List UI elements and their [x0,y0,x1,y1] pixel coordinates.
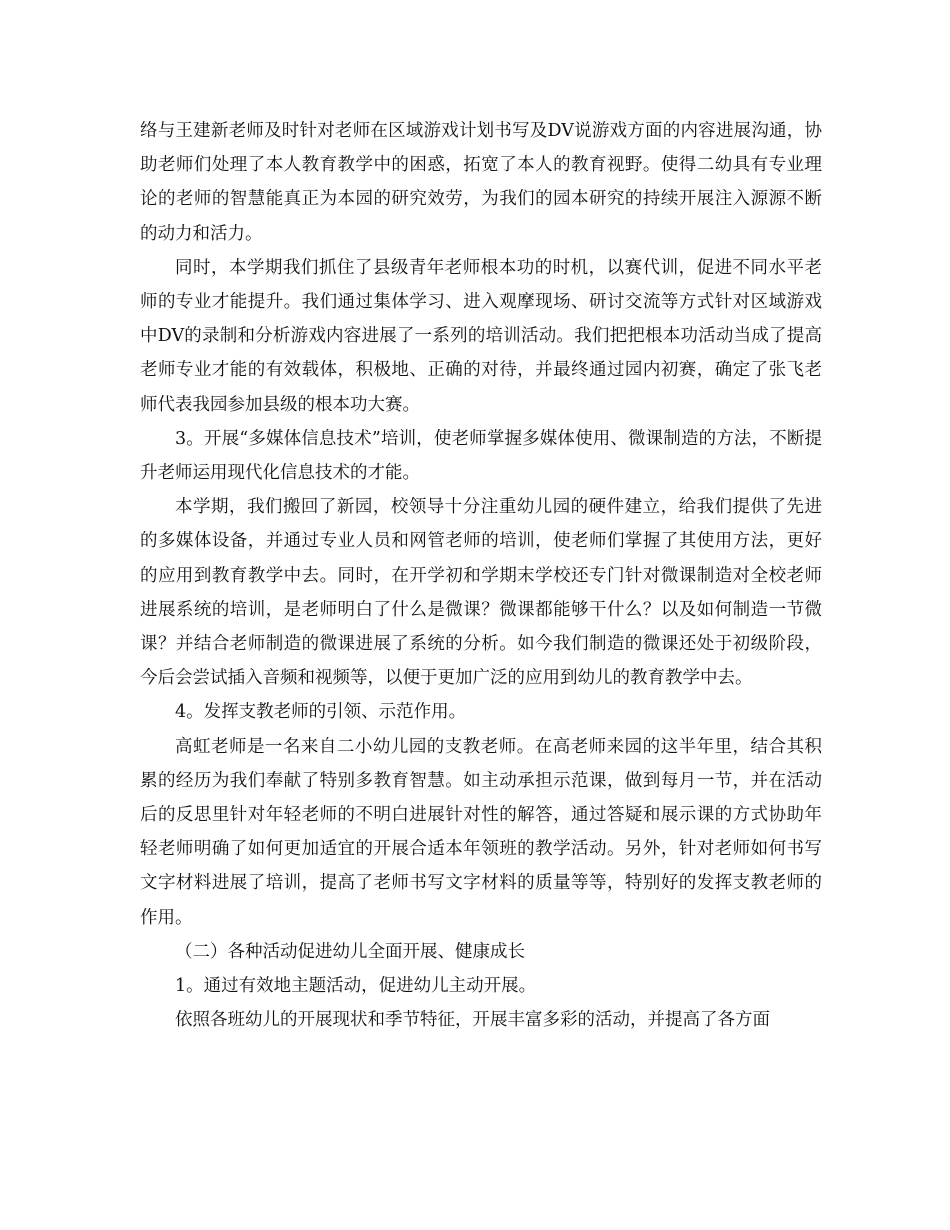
paragraph-continuation: 络与王建新老师及时针对老师在区域游戏计划书写及DV说游戏方面的内容进展沟通，协助老师们处理了本人教育教学中的困惑，拓宽了本人的教育视野。使得二幼具有专业理论的老师的智慧能真正为本园的研究效劳，为我们的园本研究的持续开展注入源源不断的动力和活力。 [140,121,822,244]
section-heading-activities: （二）各种活动促进幼儿全面开展、健康成长 [175,941,525,962]
paragraph-theme-activities: 依照各班幼儿的开展现状和季节特征，开展丰富多彩的活动，并提高了各方面 [175,1010,770,1031]
paragraph-support-teacher: 高虹老师是一名来自二小幼儿园的支教老师。在高老师来园的这半年里，结合其积累的经历为我们奉献了特别多教育智慧。如主动承担示范课，做到每月一节，并在活动后的反思里针对年轻老师的不明白进展针对性的解答，通过答疑和展示课的方式协助年轻老师明确了如何更加适宜的开展合适本年领班的教学活动。另外，针对老师如何书写文字材料进展了培训，提高了老师书写文字材料的质量等等，特别好的发挥支教老师的作用。 [140,736,822,928]
heading-multimedia-training: 3。开展“多媒体信息技术”培训，使老师掌握多媒体使用、微课制造的方法，不断提升老师运用现代化信息技术的才能。 [140,428,822,484]
document-body [140,114,822,1037]
heading-theme-activities: 1。通过有效地主题活动，促进幼儿主动开展。 [175,976,537,997]
heading-support-teacher: 4。发挥支教老师的引领、示范作用。 [175,702,467,723]
paragraph-multimedia-training: 本学期，我们搬回了新园，校领导十分注重幼儿园的硬件建立，给我们提供了先进的多媒体设备，并通过专业人员和网管老师的培训，使老师们掌握了其使用方法，更好的应用到教育教学中去。同时，在开学初和学期末学校还专门针对微课制造对全校老师进展系统的培训，是老师明白了什么是微课？微课都能够干什么？以及如何制造一节微课？并结合老师制造的微课进展了系统的分析。如今我们制造的微课还处于初级阶段，今后会尝试插入音频和视频等，以便于更加广泛的应用到幼儿的教育教学中去。 [140,497,822,689]
paragraph-training-competition: 同时，本学期我们抓住了县级青年老师根本功的时机，以赛代训，促进不同水平老师的专业才能提升。我们通过集体学习、进入观摩现场、研讨交流等方式针对区域游戏中DV的录制和分析游戏内容进展了一系列的培训活动。我们把把根本功活动当成了提高老师专业才能的有效载体，积极地、正确的对待，并最终通过园内初赛，确定了张飞老师代表我园参加县级的根本功大赛。 [140,257,822,415]
